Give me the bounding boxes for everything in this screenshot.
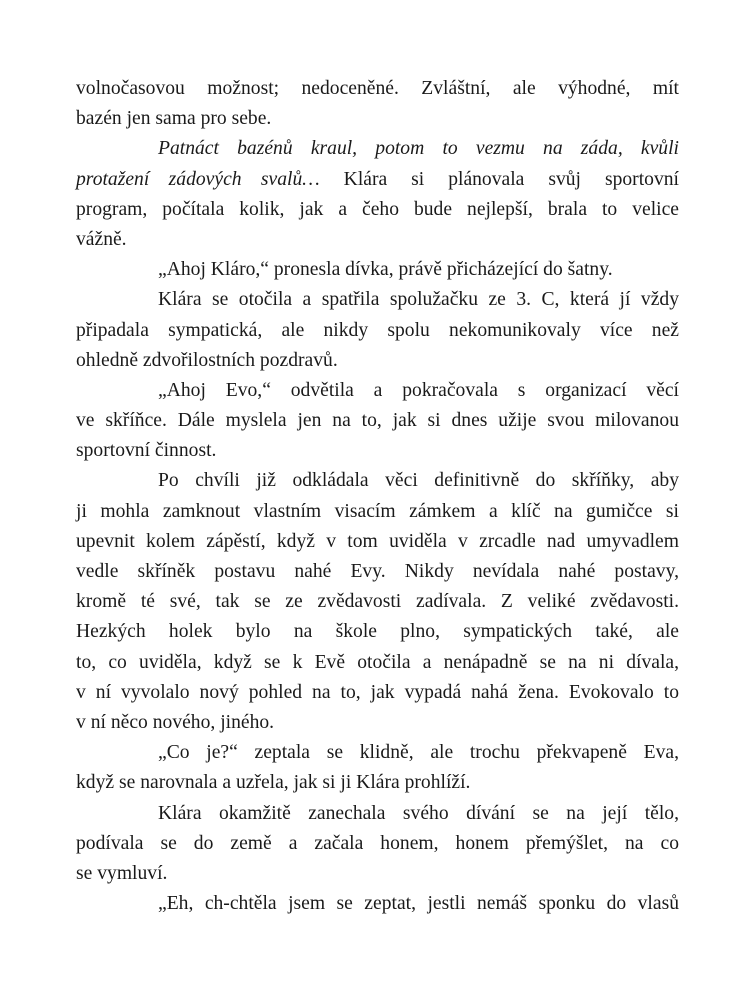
- text-line: podívala se do země a začala honem, honem přemýšlet, na co: [76, 832, 679, 854]
- text-line: to, co uviděla, když se k Evě otočila a nenápadně se na ni dívala,: [76, 651, 679, 673]
- text-line: Po chvíli již odkládala věci definitivně do skříňky, aby: [158, 470, 679, 492]
- text-line: v ní něco nového, jiného.: [76, 711, 275, 733]
- text-line: když se narovnala a uzřela, jak si ji Klára prohlíží.: [76, 772, 471, 794]
- text-line: ve skříňce. Dále myslela jen na to, jak si dnes užije svou milovanou: [76, 410, 679, 432]
- text-line: sportovní činnost.: [76, 440, 217, 462]
- text-line: Klára okamžitě zanechala svého dívání se na její tělo,: [158, 802, 679, 824]
- text-line: „Co je?“ zeptala se klidně, ale trochu překvapeně Eva,: [158, 742, 679, 764]
- text-line: volnočasovou možnost; nedoceněné. Zvláštní, ale výhodné, mít: [76, 78, 679, 99]
- text-line: Hezkých holek bylo na škole plno, sympatických také, ale: [76, 621, 679, 643]
- text-line: ji mohla zamknout vlastním visacím zámkem a klíč na gumičce si: [76, 500, 679, 522]
- text-line: „Ahoj Evo,“ odvětila a pokračovala s organizací věcí: [158, 379, 679, 401]
- document-page: [76, 74, 679, 919]
- text-line: Patnáct bazénů kraul, potom to vezmu na záda, kvůli: [158, 138, 679, 160]
- text-line: připadala sympatická, ale nikdy spolu nekomunikovaly více než: [76, 319, 679, 341]
- text-line: vážně.: [76, 228, 127, 250]
- text-line: „Ahoj Kláro,“ pronesla dívka, právě přicházející do šatny.: [158, 259, 613, 281]
- text-line: program, počítala kolik, jak a čeho bude nejlepší, brala to velice: [76, 198, 679, 220]
- text-line-continuation: Klára si plánovala svůj sportovní: [319, 168, 679, 190]
- italic-text: protažení zádových svalů…: [76, 168, 320, 190]
- text-line: Klára se otočila a spatřila spolužačku ze 3. C, která jí vždy: [158, 289, 679, 311]
- text-line: ohledně zdvořilostních pozdravů.: [76, 349, 338, 371]
- text-line: bazén jen sama pro sebe.: [76, 108, 272, 130]
- text-line: kromě té své, tak se ze zvědavosti zadívala. Z veliké zvědavosti.: [76, 591, 679, 613]
- text-line: upevnit kolem zápěstí, když v tom uviděla v zrcadle nad umyvadlem: [76, 530, 679, 552]
- text-line: [76, 165, 679, 195]
- text-line: v ní vyvolalo nový pohled na to, jak vypadá nahá žena. Evokovalo to: [76, 681, 679, 703]
- text-line: „Eh, ch-chtěla jsem se zeptat, jestli nemáš sponku do vlasů: [158, 893, 679, 915]
- text-line: se vymluví.: [76, 862, 168, 884]
- text-line: vedle skříněk postavu nahé Evy. Nikdy nevídala nahé postavy,: [76, 561, 679, 582]
